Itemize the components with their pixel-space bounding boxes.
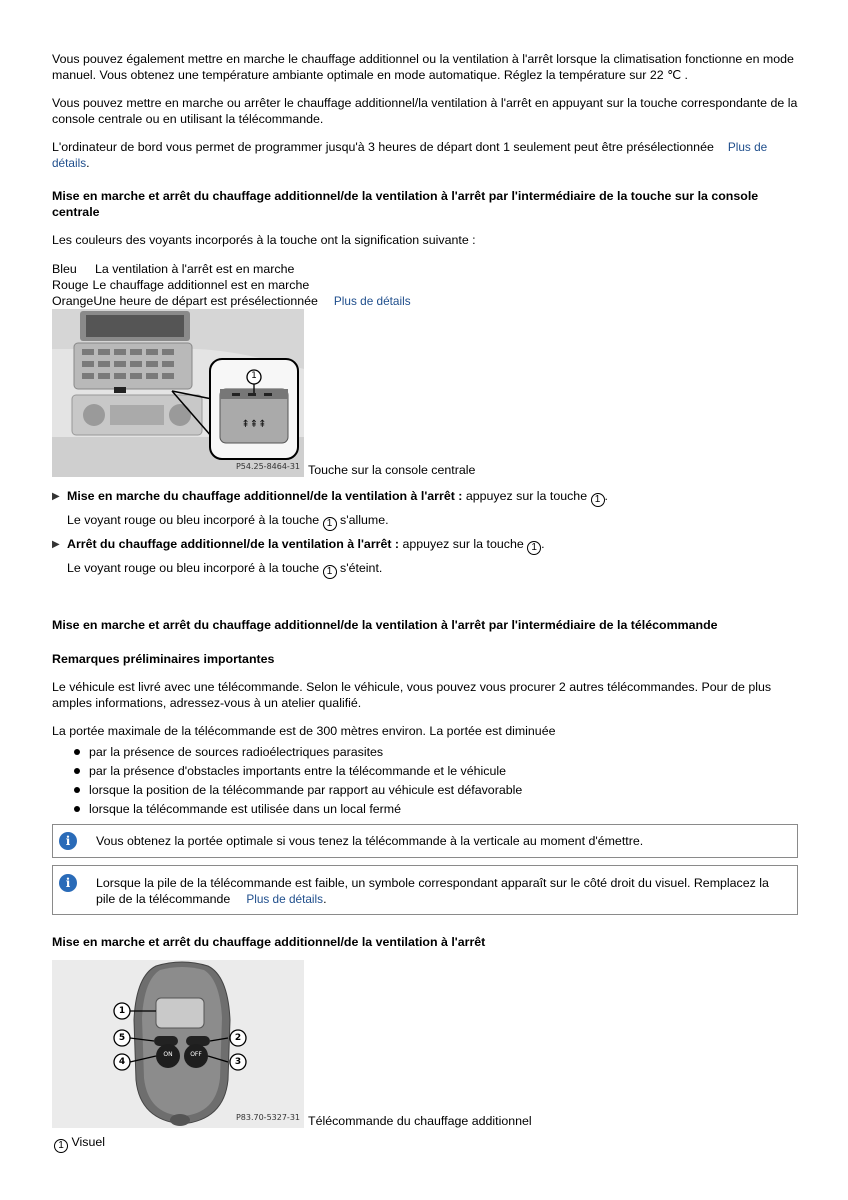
callout-1-icon: 1 bbox=[323, 517, 337, 531]
more-details-link[interactable]: Plus de détails bbox=[246, 892, 324, 906]
intro-paragraph-1: Vous pouvez également mettre en marche le chauffage additionnel ou la ventilation à l'arrêt lorsque la climatisation fonctionne en mode manuel. Vous obtenez une température ambiante optimale en mode automatique. Réglez la température sur 22 ℃ . bbox=[52, 52, 794, 82]
info-icon: i bbox=[59, 874, 77, 892]
period: . bbox=[604, 489, 608, 503]
center-console-illustration bbox=[52, 309, 304, 477]
list-item: lorsque la télécommande est utilisée dans un local fermé bbox=[74, 801, 798, 817]
callout-1-icon: 1 bbox=[54, 1139, 68, 1153]
note-text-body: Lorsque la pile de la télécommande est faible, un symbole correspondant apparaît sur le côté droit du visuel. Remplacez la pile de la télécommande bbox=[96, 876, 769, 906]
console-image bbox=[52, 309, 304, 477]
more-details-link[interactable]: Plus de détails bbox=[333, 294, 411, 308]
step-result bbox=[67, 560, 798, 579]
callout-4: 4 bbox=[118, 1057, 126, 1067]
note-text: Vous obtenez la portée optimale si vous tenez la télécommande à la verticale au moment d'émettre. bbox=[96, 834, 644, 848]
section-heading-on-off: Mise en marche et arrêt du chauffage additionnel/de la ventilation à l'arrêt bbox=[52, 935, 486, 949]
period: . bbox=[86, 156, 90, 170]
list-item: par la présence d'obstacles importants entre la télécommande et le véhicule bbox=[74, 763, 798, 779]
legend-key: Rouge bbox=[52, 278, 89, 292]
remote-paragraph-1: Le véhicule est livré avec une télécommande. Selon le véhicule, vous pouvez vous procurer 2 autres télécommandes. Pour de plus amples informations, adressez-vous à un atelier qualifié. bbox=[52, 680, 772, 710]
step-switch-on bbox=[52, 488, 798, 531]
result-end: s'allume. bbox=[336, 513, 389, 527]
step-label: Arrêt du chauffage additionnel/de la ventilation à l'arrêt : bbox=[67, 537, 400, 551]
period: . bbox=[541, 537, 545, 551]
legend-row-orange bbox=[52, 293, 798, 309]
steps-list bbox=[52, 488, 798, 579]
callout-1-icon: 1 bbox=[591, 493, 605, 507]
step-text: appuyez sur la touche bbox=[399, 537, 528, 551]
more-details-link[interactable]: Plus de bbox=[727, 140, 768, 154]
figure-code: P83.70-5327-31 bbox=[235, 1113, 300, 1122]
remote-on-label: ON bbox=[163, 1051, 173, 1058]
callout-2: 2 bbox=[234, 1033, 242, 1043]
section-heading-remote: Mise en marche et arrêt du chauffage additionnel/de la ventilation à l'arrêt par l'intermédiaire de la télécommande bbox=[52, 618, 718, 632]
step-body bbox=[67, 488, 798, 531]
legend-row-blue bbox=[52, 261, 798, 277]
intro-paragraph-3 bbox=[52, 139, 798, 171]
step-result bbox=[67, 512, 798, 531]
result-end: s'éteint. bbox=[336, 561, 383, 575]
figure-caption: Touche sur la console centrale bbox=[308, 463, 476, 477]
document-page bbox=[52, 51, 798, 1153]
remote-figure bbox=[52, 960, 798, 1128]
remote-image bbox=[52, 960, 304, 1128]
period: . bbox=[323, 892, 327, 906]
figure-callout-1: 1 bbox=[251, 371, 257, 381]
legend-row-red bbox=[52, 277, 798, 293]
callout-5: 5 bbox=[118, 1033, 126, 1043]
callout-1-icon: 1 bbox=[527, 541, 541, 555]
arrow-right-icon: ▶ bbox=[52, 491, 60, 502]
remote-off-label: OFF bbox=[190, 1051, 202, 1058]
info-note-1 bbox=[52, 824, 798, 858]
svg-text:⇞⇞⇞: ⇞⇞⇞ bbox=[241, 419, 267, 430]
legend-intro: Les couleurs des voyants incorporés à la touche ont la signification suivante : bbox=[52, 233, 476, 247]
result-text: Le voyant rouge ou bleu incorporé à la touche bbox=[67, 513, 323, 527]
color-legend bbox=[52, 261, 798, 309]
legend-label: Visuel bbox=[71, 1135, 105, 1149]
step-switch-off bbox=[52, 536, 798, 579]
intro-paragraph-2: Vous pouvez mettre en marche ou arrêter le chauffage additionnel/la ventilation à l'arrêt en appuyant sur la touche correspondante de la console centrale ou en utilisant la télécommande. bbox=[52, 96, 798, 126]
figure-code: P54.25-8464-31 bbox=[235, 462, 300, 471]
more-details-link-cont[interactable]: détails bbox=[52, 156, 87, 170]
intro-paragraph-3-text: L'ordinateur de bord vous permet de programmer jusqu'à 3 heures de départ dont 1 seulement peut être présélectionnée bbox=[52, 140, 714, 154]
legend-meaning: Le chauffage additionnel est en marche bbox=[92, 278, 310, 292]
note-text bbox=[96, 874, 787, 907]
remote-legend-item bbox=[54, 1134, 798, 1153]
list-item: lorsque la position de la télécommande par rapport au véhicule est défavorable bbox=[74, 782, 798, 798]
result-text: Le voyant rouge ou bleu incorporé à la touche bbox=[67, 561, 323, 575]
callout-1: 1 bbox=[118, 1006, 126, 1016]
figure-caption: Télécommande du chauffage additionnel bbox=[308, 1114, 532, 1128]
arrow-right-icon: ▶ bbox=[52, 539, 60, 550]
remote-paragraph-2: La portée maximale de la télécommande est de 300 mètres environ. La portée est diminuée bbox=[52, 724, 556, 738]
range-factors-list bbox=[52, 744, 798, 817]
console-figure bbox=[52, 309, 798, 477]
remote-control-illustration bbox=[52, 960, 304, 1128]
subheading-preliminary-notes: Remarques préliminaires importantes bbox=[52, 652, 275, 666]
list-item: par la présence de sources radioélectriques parasites bbox=[74, 744, 798, 760]
legend-key: Bleu bbox=[52, 262, 77, 276]
legend-key: Orange bbox=[52, 294, 94, 308]
callout-3: 3 bbox=[234, 1057, 242, 1067]
step-label: Mise en marche du chauffage additionnel/de la ventilation à l'arrêt : bbox=[67, 489, 463, 503]
section-heading-console: Mise en marche et arrêt du chauffage additionnel/de la ventilation à l'arrêt par l'intermédiaire de la touche sur la console centrale bbox=[52, 189, 759, 219]
info-icon: i bbox=[59, 832, 77, 850]
legend-meaning: Une heure de départ est présélectionnée bbox=[93, 294, 318, 308]
step-text: appuyez sur la touche bbox=[462, 489, 591, 503]
legend-meaning: La ventilation à l'arrêt est en marche bbox=[95, 262, 295, 276]
callout-1-icon: 1 bbox=[323, 565, 337, 579]
step-body bbox=[67, 536, 798, 579]
info-note-2 bbox=[52, 865, 798, 915]
